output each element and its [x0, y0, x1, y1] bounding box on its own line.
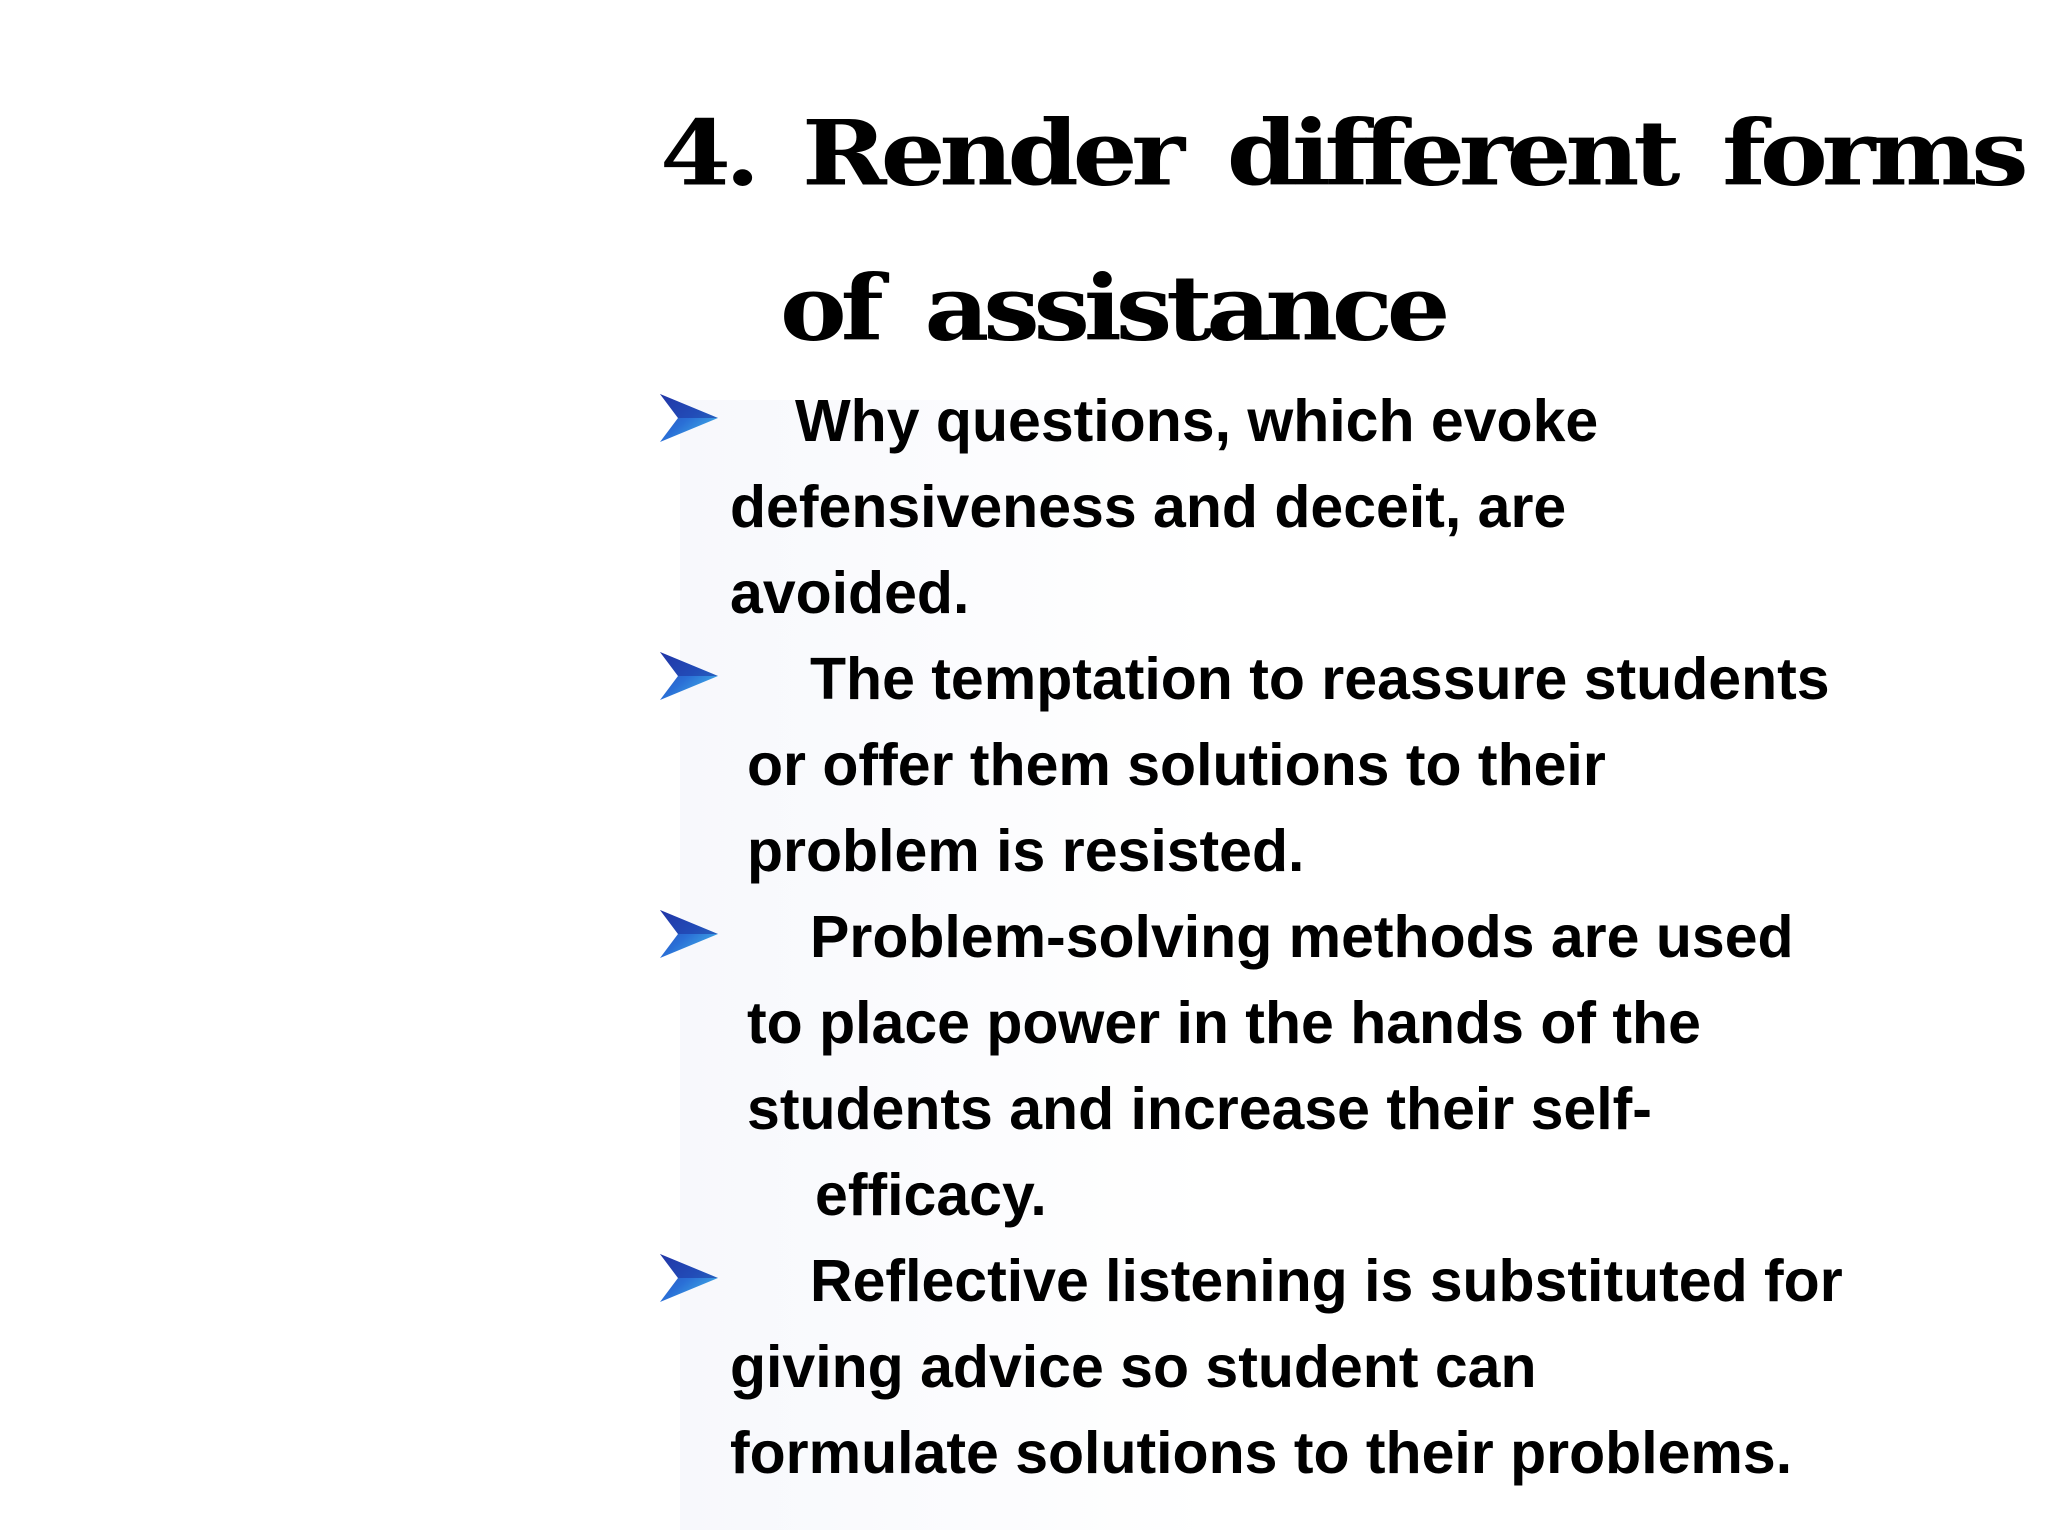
bullet-2-line-2: or offer them solutions to their — [747, 732, 1606, 798]
bullet-1-line-3: avoided. — [730, 560, 970, 626]
bullet-3-line-4: efficacy. — [815, 1162, 1047, 1228]
bullet-1-line-1: Why questions, which evoke — [795, 388, 1599, 454]
arrow-bullet-icon — [658, 650, 720, 702]
slide-title-line-2: of assistance — [780, 255, 1445, 362]
arrow-bullet-icon — [658, 392, 720, 444]
bullet-4-line-1: Reflective listening is substituted for — [810, 1248, 1843, 1314]
bullet-3-line-2: to place power in the hands of the — [747, 990, 1701, 1056]
bullet-2-line-3: problem is resisted. — [747, 818, 1305, 884]
bullet-4-line-2: giving advice so student can — [730, 1334, 1537, 1400]
bullet-4-line-3: formulate solutions to their problems. — [730, 1420, 1793, 1486]
arrow-bullet-icon — [658, 1252, 720, 1304]
bullet-3-line-1: Problem-solving methods are used — [810, 904, 1794, 970]
bullet-2-line-1: The temptation to reassure students — [810, 646, 1830, 712]
bullet-3-line-3: students and increase their self- — [747, 1076, 1652, 1142]
slide-title-line-1: 4. Render different forms — [660, 100, 2023, 207]
arrow-bullet-icon — [658, 908, 720, 960]
bullet-1-line-2: defensiveness and deceit, are — [730, 474, 1567, 540]
